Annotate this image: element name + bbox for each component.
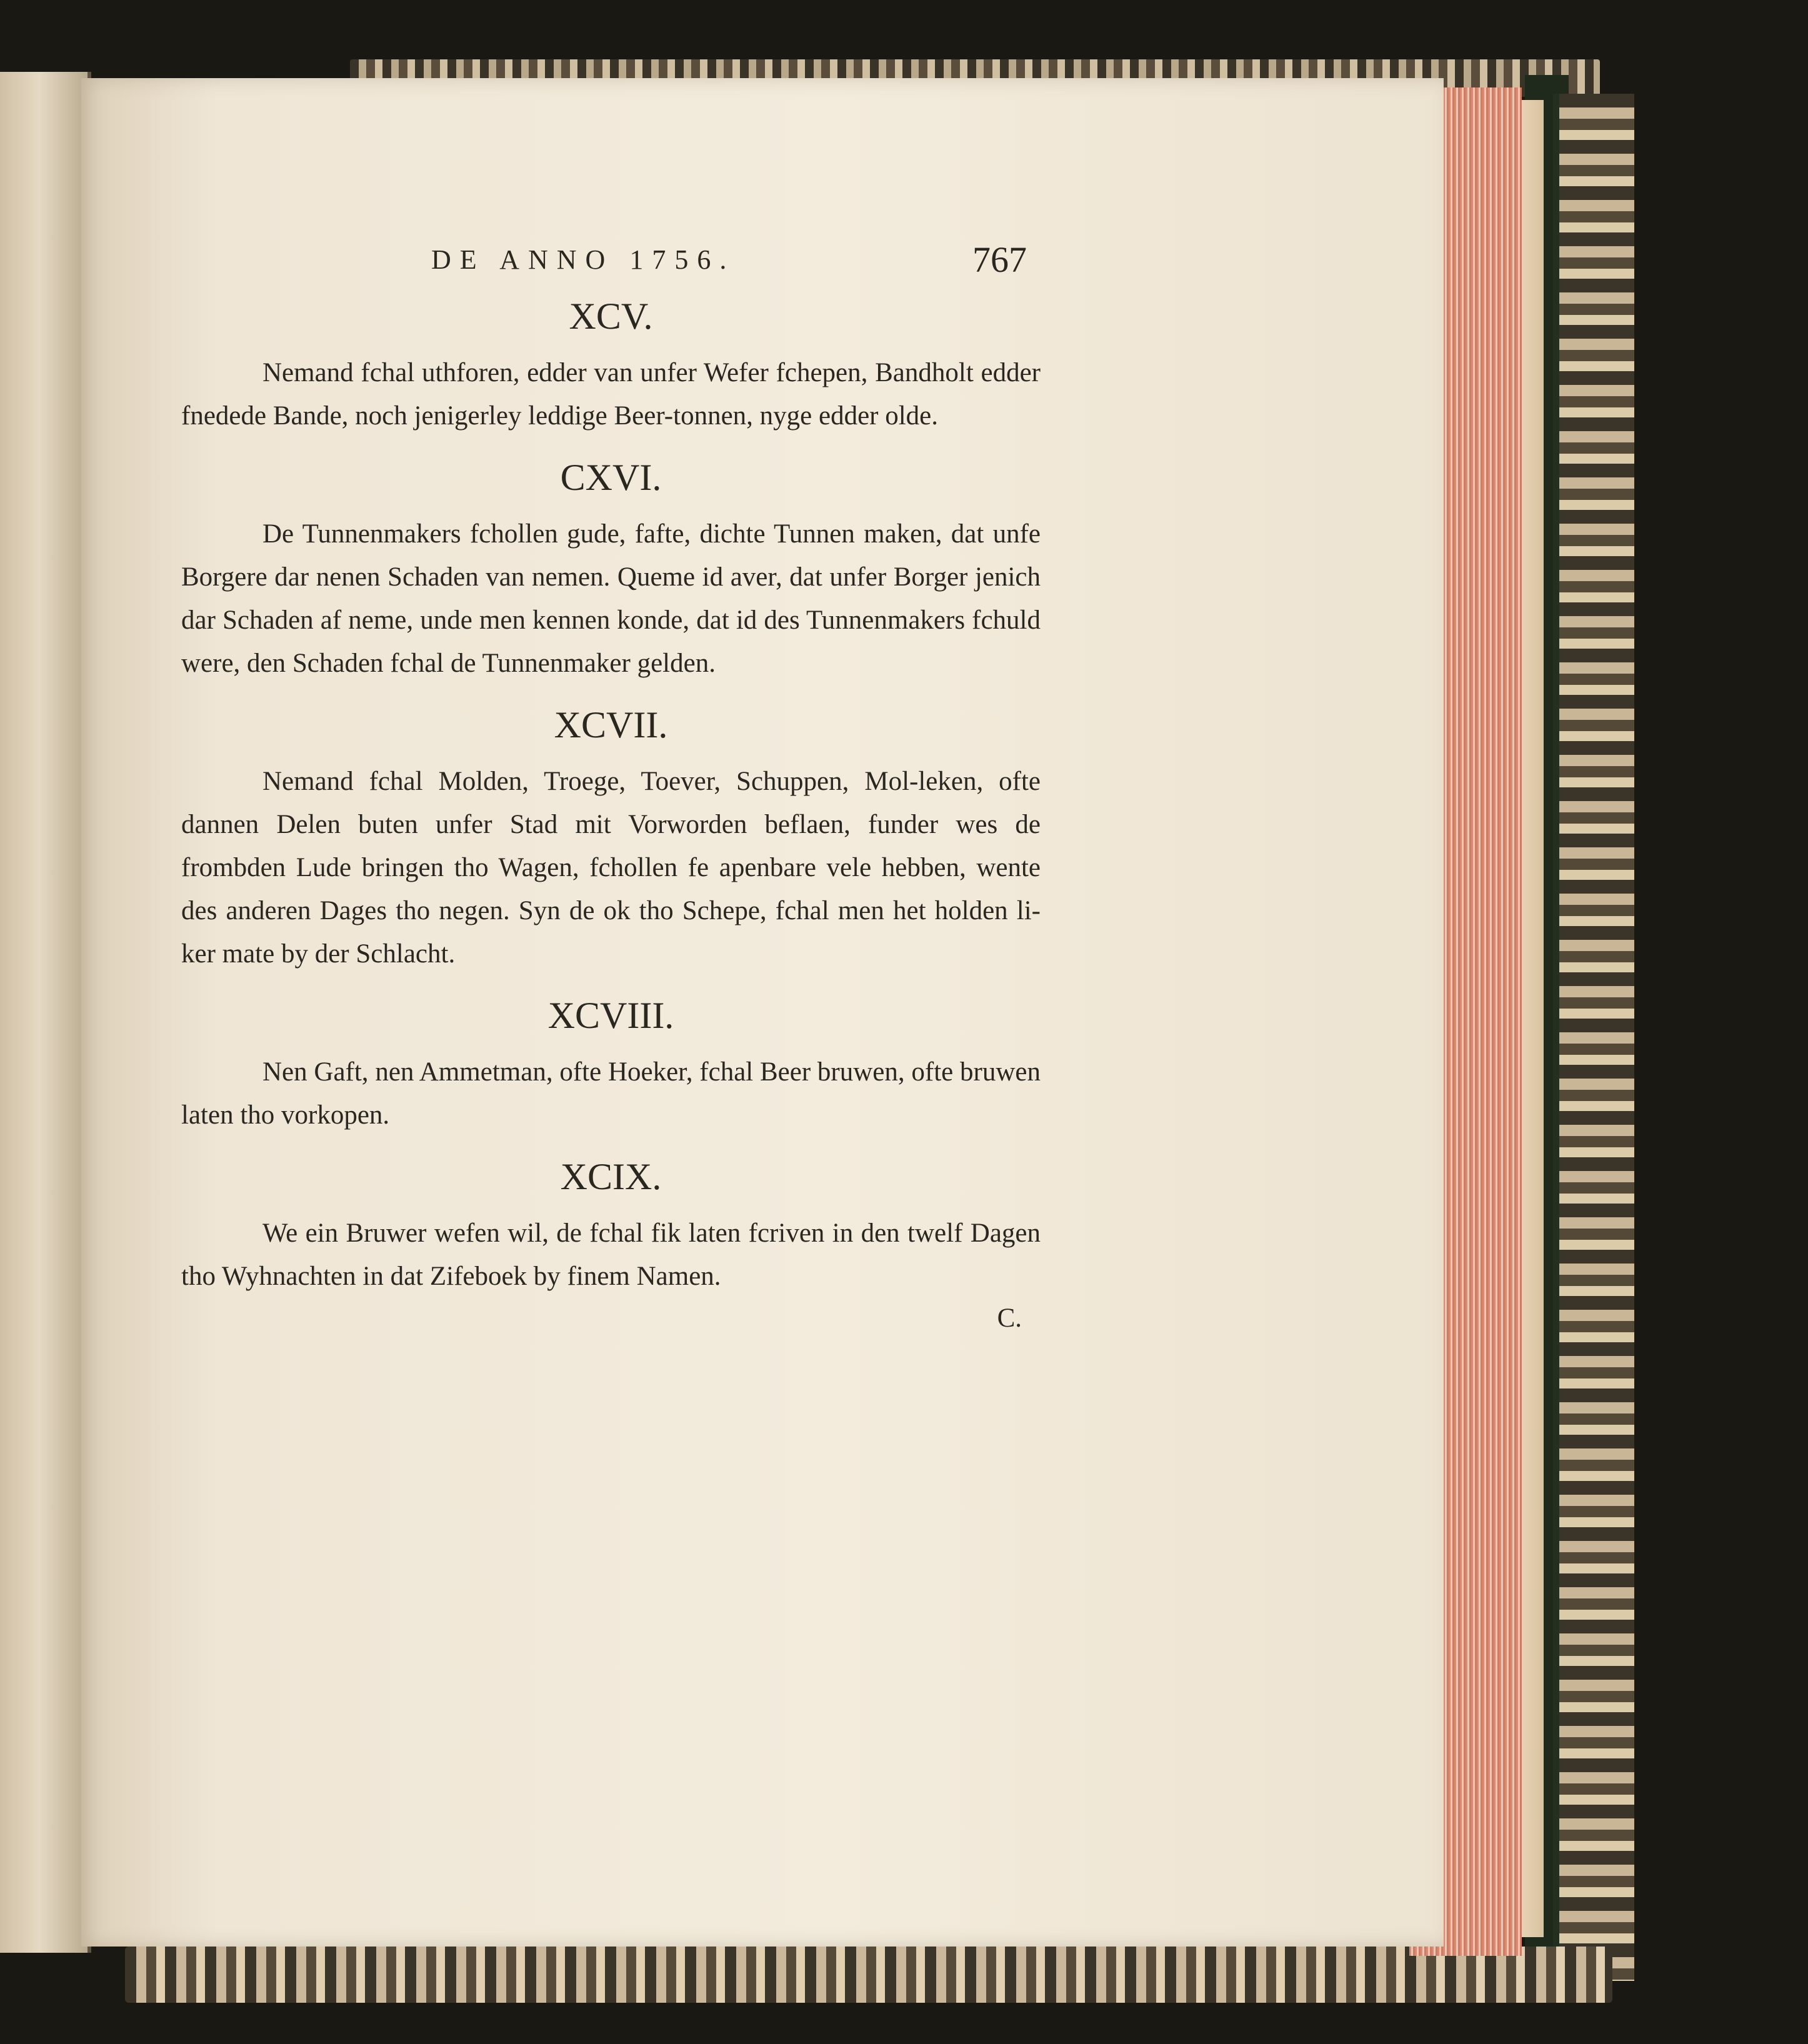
article-xcix (181, 1154, 1041, 1298)
page-number: 767 (972, 239, 1027, 280)
article-text: Nen Gaft, nen Ammetman, ofte Hoeker, fchal Beer bruwen, ofte bruwen laten tho vorkopen. (181, 1057, 1041, 1130)
page-text-block (181, 225, 1041, 1334)
article-cxvi (181, 455, 1041, 685)
catchword: C. (997, 1304, 1022, 1333)
running-head-title: DE ANNO 1756. (431, 244, 736, 275)
marbled-board-right (1553, 94, 1634, 1981)
article-heading: XCVII. (554, 704, 668, 745)
leaf-edges (1519, 100, 1544, 1937)
article-heading: XCV. (569, 296, 653, 337)
article-text: Nemand fchal uthforen, edder van unfer Wefer fchepen, Bandholt edder fnedede Bande, noch jenigerley leddige Beer-tonnen, nyge edder olde. (181, 358, 1041, 431)
article-xcviii (181, 993, 1041, 1137)
article-xcv (181, 294, 1041, 437)
article-heading: XCIX. (560, 1156, 662, 1197)
article-text: Nemand fchal Molden, Troege, Toever, Schuppen, Mol-leken, ofte dannen Delen buten unfer Stad mit Vorworden beflaen, funder wes de frombden Lude bringen tho Wagen, fchollen fe apenbare vele hebben, wente des anderen Dages tho negen. Syn de ok tho Schepe, fchal men het holden li-ker mate by der Schlacht. (181, 767, 1041, 969)
article-xcvii (181, 702, 1041, 975)
running-head (181, 225, 1041, 294)
verso-page-edge (0, 72, 91, 1953)
marbled-board-bottom (125, 1947, 1612, 2003)
article-heading: XCVIII. (547, 995, 674, 1036)
article-text: De Tunnenmakers fchollen gude, fafte, dichte Tunnen maken, dat unfe Borgere dar nenen Schaden van nemen. Queme id aver, dat unfer Borger jenich dar Schaden af neme, unde men kennen konde, dat id des Tunnenmakers fchuld were, den Schaden fchal de Tunnenmaker gelden. (181, 519, 1041, 678)
article-text: We ein Bruwer wefen wil, de fchal fik laten fcriven in den twelf Dagen tho Wyhnachten in dat Zifeboek by finem Namen. (181, 1219, 1041, 1291)
article-heading: CXVI. (560, 457, 662, 498)
